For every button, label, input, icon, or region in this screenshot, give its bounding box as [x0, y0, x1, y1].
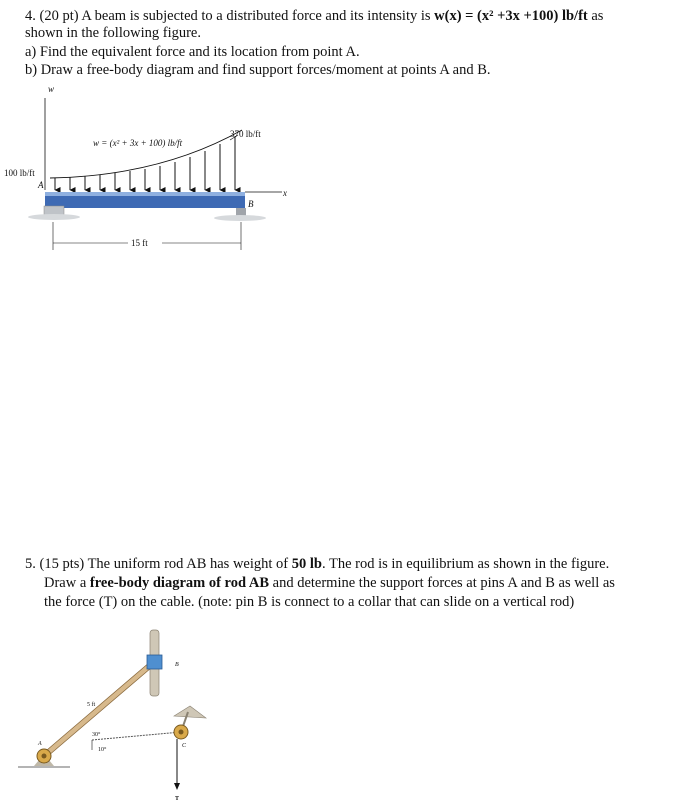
rod-figure — [0, 620, 240, 802]
rod-ab — [44, 662, 154, 756]
problem5-line3: the force (T) on the cable. (note: pin B is connect to a collar that can slide on a vertical rod) — [44, 594, 575, 610]
ground-b — [214, 215, 266, 221]
problem5-line1 — [25, 555, 609, 574]
ceiling-bracket — [174, 706, 206, 718]
angle-10-label: 10° — [98, 747, 107, 753]
left-intensity-label: 100 lb/ft — [4, 168, 35, 178]
w-axis-label: w — [48, 84, 55, 94]
point-a-label: A — [38, 180, 44, 190]
problem5-line2 — [44, 574, 615, 593]
load-equation-label: w = (x² + 3x + 100) lb/ft — [93, 138, 183, 148]
beam-figure — [0, 80, 300, 260]
length-label: 5 ft — [87, 702, 96, 708]
problem5-line2-a: Draw a — [44, 575, 90, 591]
problem5-line2-c: and determine the support forces at pins A and B as well as — [269, 575, 615, 591]
problem4-part-b: b) Draw a free-body diagram and find support forces/moment at points A and B. — [25, 62, 491, 78]
problem4-line1-a: 4. (20 pt) A beam is subjected to a distributed force and its intensity is — [25, 8, 435, 24]
rod-weight: 50 lb — [291, 556, 322, 572]
angle-30-label: 30° — [92, 732, 101, 738]
problem4-line2: shown in the following figure. — [25, 25, 201, 41]
problem4-line1-c: as — [587, 8, 604, 24]
roller-support-b — [236, 208, 246, 216]
ground-a — [28, 214, 80, 220]
cable — [92, 732, 181, 740]
problem5-line1-c: . The rod is in equilibrium as shown in the figure. — [321, 556, 610, 572]
pulley-c-center — [179, 730, 184, 735]
beam-highlight — [45, 192, 245, 196]
problem5-line1-a: 5. (15 pts) The uniform rod AB has weight of — [25, 556, 292, 572]
intensity-formula: w(x) = (x² +3x +100) lb/ft — [434, 8, 588, 24]
problem4-part-a: a) Find the equivalent force and its location from point A. — [25, 44, 360, 60]
point-b-label: B — [175, 662, 179, 668]
tension-arrowhead — [174, 783, 180, 790]
fbd-emphasis: free-body diagram of rod AB — [89, 575, 270, 591]
point-c-label: C — [182, 743, 187, 749]
span-label: 15 ft — [131, 238, 148, 248]
right-intensity-label: 370 lb/ft — [230, 129, 261, 139]
point-b-label: B — [248, 199, 254, 209]
tension-label: T — [175, 796, 180, 802]
point-a-label: A — [38, 741, 42, 747]
collar-b — [147, 655, 162, 669]
x-axis-label: x — [283, 188, 287, 198]
pin-a-center — [42, 754, 47, 759]
